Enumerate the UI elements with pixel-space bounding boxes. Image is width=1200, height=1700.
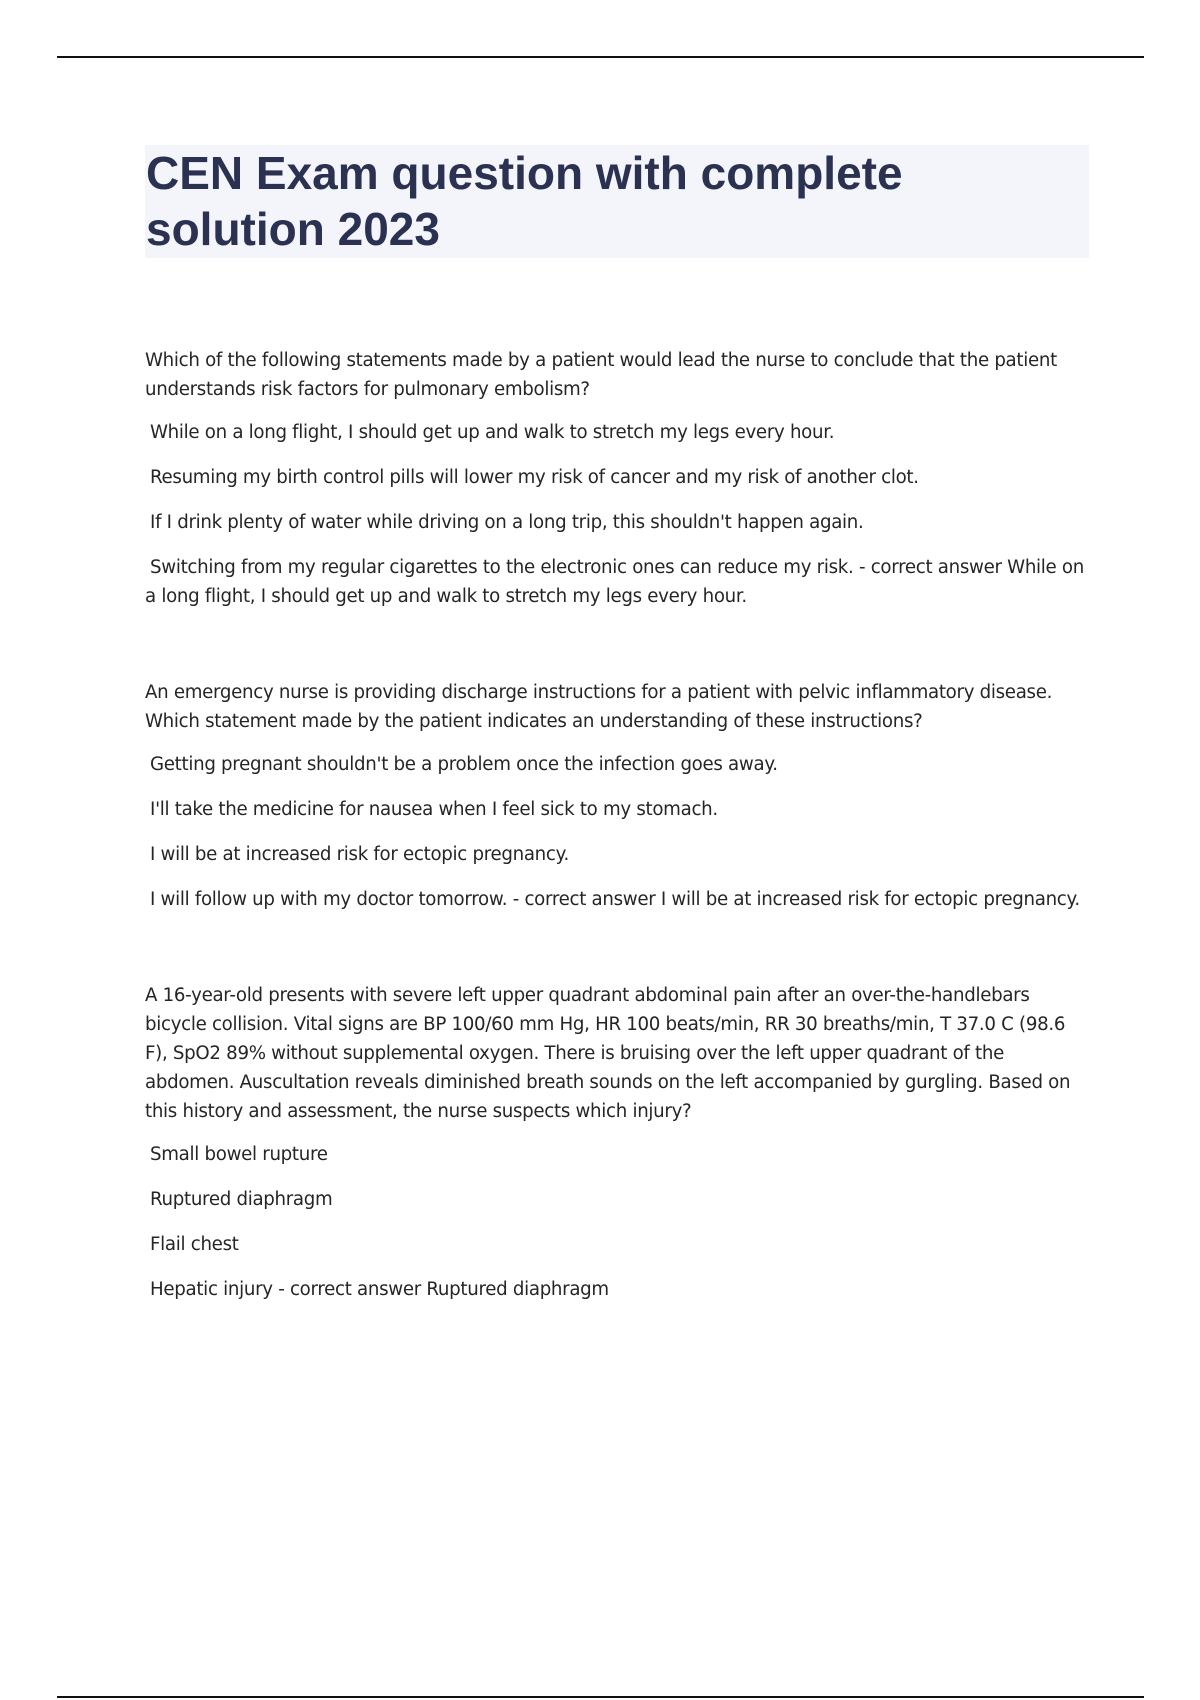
correct-answer-text: I will be at increased risk for ectopic pregnancy. (660, 889, 1080, 910)
correct-answer-text: Ruptured diaphragm (426, 1279, 609, 1300)
answer-option-text: Switching from my regular cigarettes to the electronic ones can reduce my risk. (150, 557, 854, 578)
correct-answer-separator: - correct answer (853, 557, 1008, 578)
question-block (145, 346, 1089, 611)
footer-rule (57, 1696, 1144, 1698)
question-block (145, 981, 1089, 1304)
answer-option-with-solution (145, 1275, 1089, 1304)
answer-option: If I drink plenty of water while driving on a long trip, this shouldn't happen again. (150, 512, 864, 533)
answer-option: Small bowel rupture (150, 1144, 328, 1165)
answer-option: Flail chest (150, 1234, 239, 1255)
document-body (145, 346, 1089, 1320)
question-stem: An emergency nurse is providing discharge instructions for a patient with pelvic inflammatory disease. Which statement made by the patient indicates an understanding of these instructions? (145, 682, 1053, 732)
correct-answer-text: While on a long flight, I should get up and walk to stretch my legs every hour. (145, 557, 1084, 607)
correct-answer-separator: - correct answer (272, 1279, 427, 1300)
answer-option-with-solution (145, 553, 1089, 611)
question-block (145, 678, 1089, 914)
document-title: CEN Exam question with complete solution 2023 (146, 147, 903, 255)
header-rule (57, 56, 1144, 58)
answer-option: Resuming my birth control pills will lower my risk of cancer and my risk of another clot. (150, 467, 919, 488)
answer-option-text: Hepatic injury (150, 1279, 273, 1300)
answer-option-text: I will follow up with my doctor tomorrow. (150, 889, 508, 910)
title-banner (145, 145, 1089, 258)
answer-option: While on a long flight, I should get up and walk to stretch my legs every hour. (150, 422, 835, 443)
answer-option: Getting pregnant shouldn't be a problem once the infection goes away. (150, 754, 778, 775)
answer-option: I will be at increased risk for ectopic pregnancy. (150, 844, 569, 865)
correct-answer-separator: - correct answer (507, 889, 661, 910)
answer-option-with-solution (145, 885, 1089, 914)
answer-option: I'll take the medicine for nausea when I feel sick to my stomach. (150, 799, 718, 820)
answer-option: Ruptured diaphragm (150, 1189, 333, 1210)
question-stem: Which of the following statements made by a patient would lead the nurse to conclude that the patient understands risk factors for pulmonary embolism? (145, 350, 1057, 400)
question-stem: A 16-year-old presents with severe left upper quadrant abdominal pain after an over-the-handlebars bicycle collision. Vital signs are BP 100/60 mm Hg, HR 100 beats/min, RR 30 breaths/min, T 37.0 C (98.6 F), SpO2 89% without supplemental oxygen. There is bruising over the left upper quadrant of the abdomen. Auscultation reveals diminished breath sounds on the left accompanied by gurgling. Based on this history and assessment, the nurse suspects which injury? (145, 985, 1071, 1122)
